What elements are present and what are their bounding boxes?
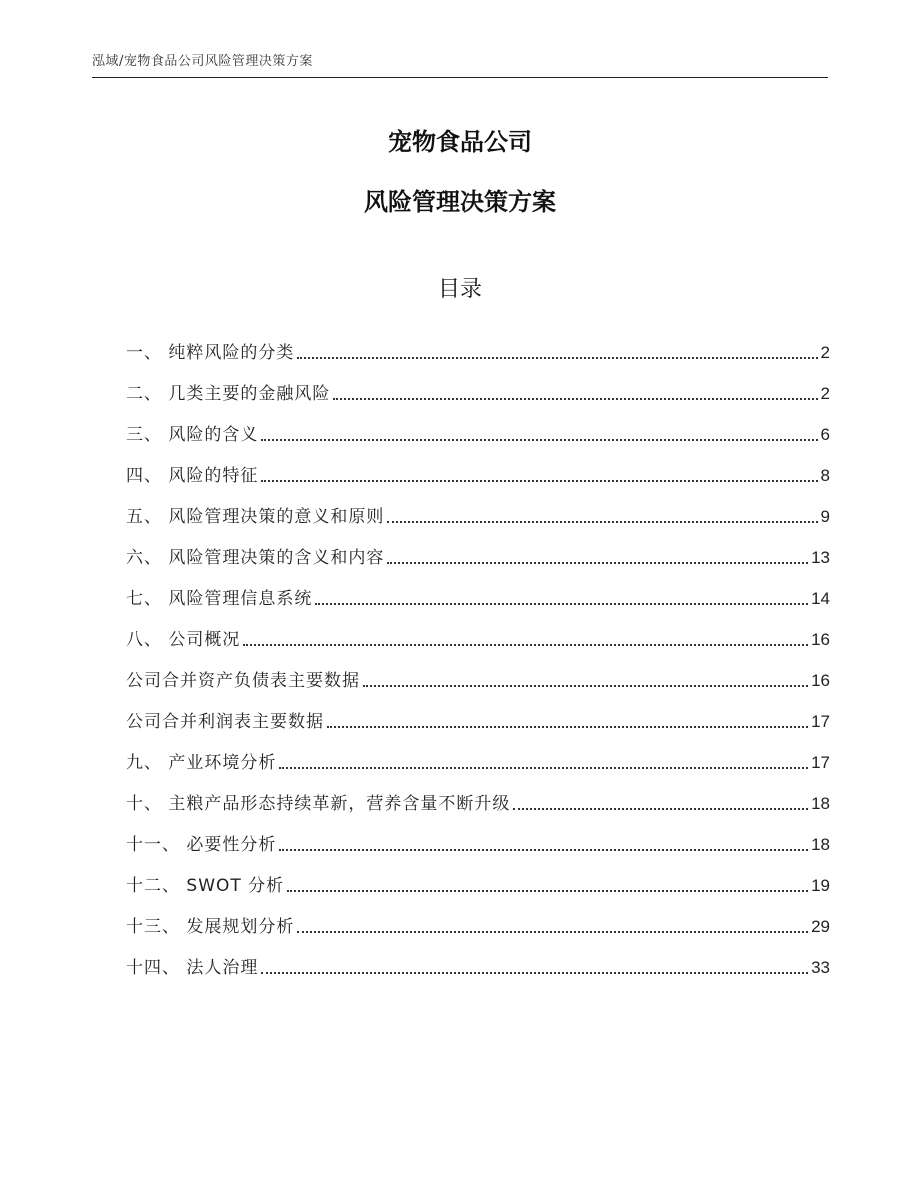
toc-leader-dots bbox=[387, 521, 817, 523]
toc-leader-dots bbox=[327, 726, 808, 728]
toc-entry-7[interactable] bbox=[126, 570, 830, 611]
toc-leader-dots bbox=[261, 439, 817, 441]
toc-leader-dots bbox=[279, 849, 808, 851]
toc-entry-label: 六、 风险管理决策的含义和内容 bbox=[126, 548, 385, 568]
toc-entry-label: 十二、 SWOT 分析 bbox=[126, 876, 285, 896]
toc-leader-dots bbox=[333, 398, 817, 400]
toc-entry-16[interactable] bbox=[126, 939, 830, 980]
document-title-line-1: 宠物食品公司 bbox=[388, 128, 532, 156]
toc-entry-page: 18 bbox=[811, 794, 830, 813]
toc-leader-dots bbox=[287, 890, 808, 892]
toc-entry-page: 13 bbox=[811, 548, 830, 567]
toc-leader-dots bbox=[297, 931, 808, 933]
toc-entry-10[interactable] bbox=[126, 693, 830, 734]
toc-entry-13[interactable] bbox=[126, 816, 830, 857]
toc-entry-label: 十一、 必要性分析 bbox=[126, 835, 277, 855]
toc-entry-label: 四、 风险的特征 bbox=[126, 466, 259, 486]
toc-entry-12[interactable] bbox=[126, 775, 830, 816]
toc-entry-page: 19 bbox=[811, 876, 830, 895]
toc-leader-dots bbox=[387, 562, 808, 564]
toc-entry-2[interactable] bbox=[126, 365, 830, 406]
toc-leader-dots bbox=[261, 972, 808, 974]
toc-entry-11[interactable] bbox=[126, 734, 830, 775]
toc-entry-page: 9 bbox=[820, 507, 830, 526]
toc-entry-page: 33 bbox=[811, 958, 830, 977]
toc-leader-dots bbox=[363, 685, 808, 687]
toc-entry-page: 18 bbox=[811, 835, 830, 854]
toc-entry-5[interactable] bbox=[126, 488, 830, 529]
toc-entry-label: 三、 风险的含义 bbox=[126, 425, 259, 445]
toc-entry-page: 2 bbox=[820, 384, 830, 403]
toc-entry-4[interactable] bbox=[126, 447, 830, 488]
toc-leader-dots bbox=[315, 603, 808, 605]
toc-leader-dots bbox=[279, 767, 808, 769]
toc-leader-dots bbox=[513, 808, 808, 810]
toc-entry-label: 十三、 发展规划分析 bbox=[126, 917, 295, 937]
table-of-contents bbox=[126, 324, 830, 980]
toc-entry-9[interactable] bbox=[126, 652, 830, 693]
toc-entry-label: 五、 风险管理决策的意义和原则 bbox=[126, 507, 385, 527]
toc-entry-1[interactable] bbox=[126, 324, 830, 365]
toc-entry-label: 十四、 法人治理 bbox=[126, 958, 259, 978]
toc-entry-label: 八、 公司概况 bbox=[126, 630, 241, 650]
toc-entry-page: 17 bbox=[811, 753, 830, 772]
toc-leader-dots bbox=[297, 357, 817, 359]
toc-entry-label: 公司合并利润表主要数据 bbox=[126, 712, 324, 732]
toc-entry-8[interactable] bbox=[126, 611, 830, 652]
toc-heading: 目录 bbox=[437, 277, 482, 302]
toc-entry-page: 17 bbox=[811, 712, 830, 731]
toc-entry-label: 七、 风险管理信息系统 bbox=[126, 589, 313, 609]
toc-entry-page: 16 bbox=[811, 671, 830, 690]
toc-leader-dots bbox=[243, 644, 808, 646]
toc-entry-label: 九、 产业环境分析 bbox=[126, 753, 277, 773]
header-divider bbox=[92, 77, 828, 78]
toc-entry-label: 二、 几类主要的金融风险 bbox=[126, 384, 331, 404]
toc-entry-6[interactable] bbox=[126, 529, 830, 570]
toc-entry-15[interactable] bbox=[126, 898, 830, 939]
toc-entry-label: 一、 纯粹风险的分类 bbox=[126, 343, 295, 363]
toc-entry-label: 十、 主粮产品形态持续革新，营养含量不断升级 bbox=[126, 794, 511, 814]
running-header: 泓域/宠物食品公司风险管理决策方案 bbox=[92, 54, 313, 69]
toc-leader-dots bbox=[261, 480, 817, 482]
toc-entry-page: 6 bbox=[820, 425, 830, 444]
toc-entry-3[interactable] bbox=[126, 406, 830, 447]
toc-entry-14[interactable] bbox=[126, 857, 830, 898]
toc-entry-page: 16 bbox=[811, 630, 830, 649]
document-title-line-2: 风险管理决策方案 bbox=[364, 188, 556, 216]
toc-entry-page: 2 bbox=[820, 343, 830, 362]
toc-entry-page: 8 bbox=[820, 466, 830, 485]
toc-entry-page: 14 bbox=[811, 589, 830, 608]
toc-entry-label: 公司合并资产负债表主要数据 bbox=[126, 671, 360, 691]
toc-entry-page: 29 bbox=[811, 917, 830, 936]
